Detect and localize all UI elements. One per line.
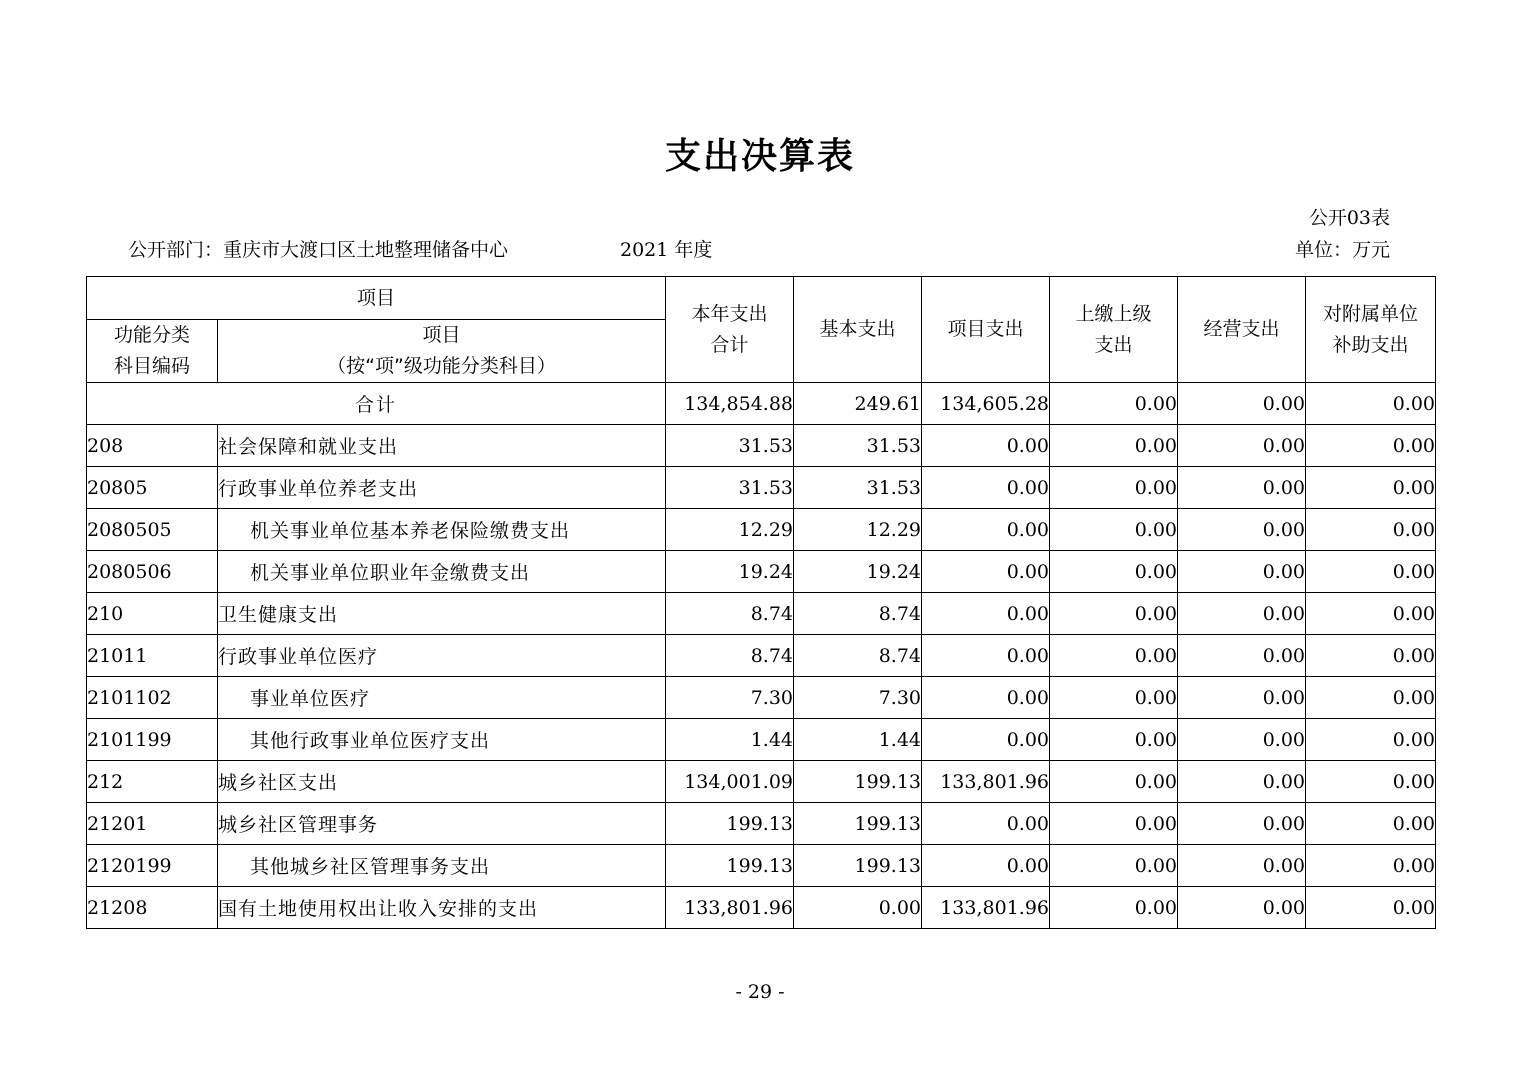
total-row [87,383,1436,425]
operating-cell: 0.00 [1178,761,1306,803]
operating-cell: 0.00 [1178,887,1306,929]
table-row [87,635,1436,677]
total-cell-operating: 0.00 [1178,383,1306,425]
project-cell: 0.00 [922,635,1050,677]
code-cell: 20805 [87,467,218,509]
code-cell: 212 [87,761,218,803]
page-number: - 29 - [735,981,785,1003]
name-cell: 城乡社区管理事务 [218,803,666,845]
code-cell: 2120199 [87,845,218,887]
header-basic: 基本支出 [794,277,922,383]
total-label: 合计 [87,383,666,425]
basic-cell: 199.13 [794,803,922,845]
header-remit-line2: 支出 [1094,333,1133,356]
table-row [87,803,1436,845]
project-cell: 0.00 [922,509,1050,551]
remit-cell: 0.00 [1050,467,1178,509]
header-name-line1: 项目 [422,324,461,346]
code-cell: 210 [87,593,218,635]
total-cell: 8.74 [666,635,794,677]
name-cell: 其他城乡社区管理事务支出 [218,845,666,887]
subsidy-cell: 0.00 [1306,467,1436,509]
table-row [87,761,1436,803]
remit-cell: 0.00 [1050,887,1178,929]
header-subsidy-line1: 对附属单位 [1323,302,1419,325]
code-cell: 21201 [87,803,218,845]
header-operating: 经营支出 [1178,277,1306,383]
total-cell-subsidy: 0.00 [1306,383,1436,425]
remit-cell: 0.00 [1050,761,1178,803]
table-row [87,425,1436,467]
header-total [666,277,794,383]
code-cell: 2080506 [87,551,218,593]
subsidy-cell: 0.00 [1306,551,1436,593]
project-cell: 0.00 [922,593,1050,635]
basic-cell: 31.53 [794,467,922,509]
total-cell: 31.53 [666,467,794,509]
total-cell: 133,801.96 [666,887,794,929]
subsidy-cell: 0.00 [1306,593,1436,635]
table-row [87,509,1436,551]
subsidy-cell: 0.00 [1306,425,1436,467]
code-cell: 21208 [87,887,218,929]
basic-cell: 199.13 [794,845,922,887]
name-cell: 社会保障和就业支出 [218,425,666,467]
project-cell: 0.00 [922,425,1050,467]
operating-cell: 0.00 [1178,845,1306,887]
name-cell: 行政事业单位养老支出 [218,467,666,509]
header-total-line1: 本年支出 [691,302,768,325]
table-row [87,467,1436,509]
subsidy-cell: 0.00 [1306,719,1436,761]
total-cell: 199.13 [666,845,794,887]
total-cell: 199.13 [666,803,794,845]
remit-cell: 0.00 [1050,425,1178,467]
project-cell: 0.00 [922,677,1050,719]
unit-label: 单位：万元 [1294,239,1390,261]
header-subsidy [1306,277,1436,383]
department-label: 公开部门：重庆市大渡口区土地整理储备中心 [128,239,509,261]
header-code-line1: 功能分类 [113,324,190,346]
basic-cell: 7.30 [794,677,922,719]
expenditure-table [86,276,1436,929]
subsidy-cell: 0.00 [1306,677,1436,719]
code-cell: 21011 [87,635,218,677]
remit-cell: 0.00 [1050,677,1178,719]
remit-cell: 0.00 [1050,509,1178,551]
header-row-1 [87,277,1436,320]
basic-cell: 8.74 [794,635,922,677]
subsidy-cell: 0.00 [1306,761,1436,803]
total-cell: 134,001.09 [666,761,794,803]
basic-cell: 199.13 [794,761,922,803]
page-title: 支出决算表 [664,136,855,177]
name-cell: 其他行政事业单位医疗支出 [218,719,666,761]
operating-cell: 0.00 [1178,425,1306,467]
header-total-line2: 合计 [710,333,749,356]
total-cell: 31.53 [666,425,794,467]
header-project: 项目支出 [922,277,1050,383]
total-cell: 1.44 [666,719,794,761]
operating-cell: 0.00 [1178,551,1306,593]
table-row [87,551,1436,593]
subsidy-cell: 0.00 [1306,803,1436,845]
remit-cell: 0.00 [1050,803,1178,845]
basic-cell: 31.53 [794,425,922,467]
project-cell: 0.00 [922,803,1050,845]
name-cell: 事业单位医疗 [218,677,666,719]
total-cell-remit: 0.00 [1050,383,1178,425]
form-number: 公开03表 [1308,207,1390,229]
subsidy-cell: 0.00 [1306,887,1436,929]
basic-cell: 0.00 [794,887,922,929]
total-cell: 7.30 [666,677,794,719]
code-cell: 2101199 [87,719,218,761]
table-row [87,845,1436,887]
table-row [87,677,1436,719]
basic-cell: 12.29 [794,509,922,551]
code-cell: 2101102 [87,677,218,719]
operating-cell: 0.00 [1178,719,1306,761]
subsidy-cell: 0.00 [1306,845,1436,887]
subsidy-cell: 0.00 [1306,635,1436,677]
project-cell: 133,801.96 [922,887,1050,929]
code-cell: 208 [87,425,218,467]
basic-cell: 1.44 [794,719,922,761]
fiscal-year: 2021 年度 [620,239,713,261]
name-cell: 机关事业单位职业年金缴费支出 [218,551,666,593]
total-cell-project: 134,605.28 [922,383,1050,425]
basic-cell: 8.74 [794,593,922,635]
header-subsidy-line2: 补助支出 [1332,333,1409,356]
code-cell: 2080505 [87,509,218,551]
table-row [87,593,1436,635]
header-remit [1050,277,1178,383]
operating-cell: 0.00 [1178,803,1306,845]
name-cell: 城乡社区支出 [218,761,666,803]
header-name-line2: （按“项”级功能分类科目） [327,355,556,377]
basic-cell: 19.24 [794,551,922,593]
project-cell: 0.00 [922,551,1050,593]
header-item-group: 项目 [87,277,666,320]
header-name [218,320,666,383]
name-cell: 行政事业单位医疗 [218,635,666,677]
project-cell: 0.00 [922,467,1050,509]
subsidy-cell: 0.00 [1306,509,1436,551]
name-cell: 卫生健康支出 [218,593,666,635]
remit-cell: 0.00 [1050,635,1178,677]
operating-cell: 0.00 [1178,593,1306,635]
name-cell: 国有土地使用权出让收入安排的支出 [218,887,666,929]
header-code-line2: 科目编码 [113,355,190,377]
project-cell: 0.00 [922,719,1050,761]
table-row [87,887,1436,929]
remit-cell: 0.00 [1050,719,1178,761]
name-cell: 机关事业单位基本养老保险缴费支出 [218,509,666,551]
project-cell: 133,801.96 [922,761,1050,803]
total-cell: 19.24 [666,551,794,593]
total-cell-basic: 249.61 [794,383,922,425]
header-code [87,320,218,383]
project-cell: 0.00 [922,845,1050,887]
operating-cell: 0.00 [1178,467,1306,509]
total-cell-total: 134,854.88 [666,383,794,425]
remit-cell: 0.00 [1050,593,1178,635]
table-row [87,719,1436,761]
operating-cell: 0.00 [1178,635,1306,677]
total-cell: 8.74 [666,593,794,635]
total-cell: 12.29 [666,509,794,551]
remit-cell: 0.00 [1050,551,1178,593]
remit-cell: 0.00 [1050,845,1178,887]
operating-cell: 0.00 [1178,677,1306,719]
header-remit-line1: 上缴上级 [1075,302,1152,325]
operating-cell: 0.00 [1178,509,1306,551]
